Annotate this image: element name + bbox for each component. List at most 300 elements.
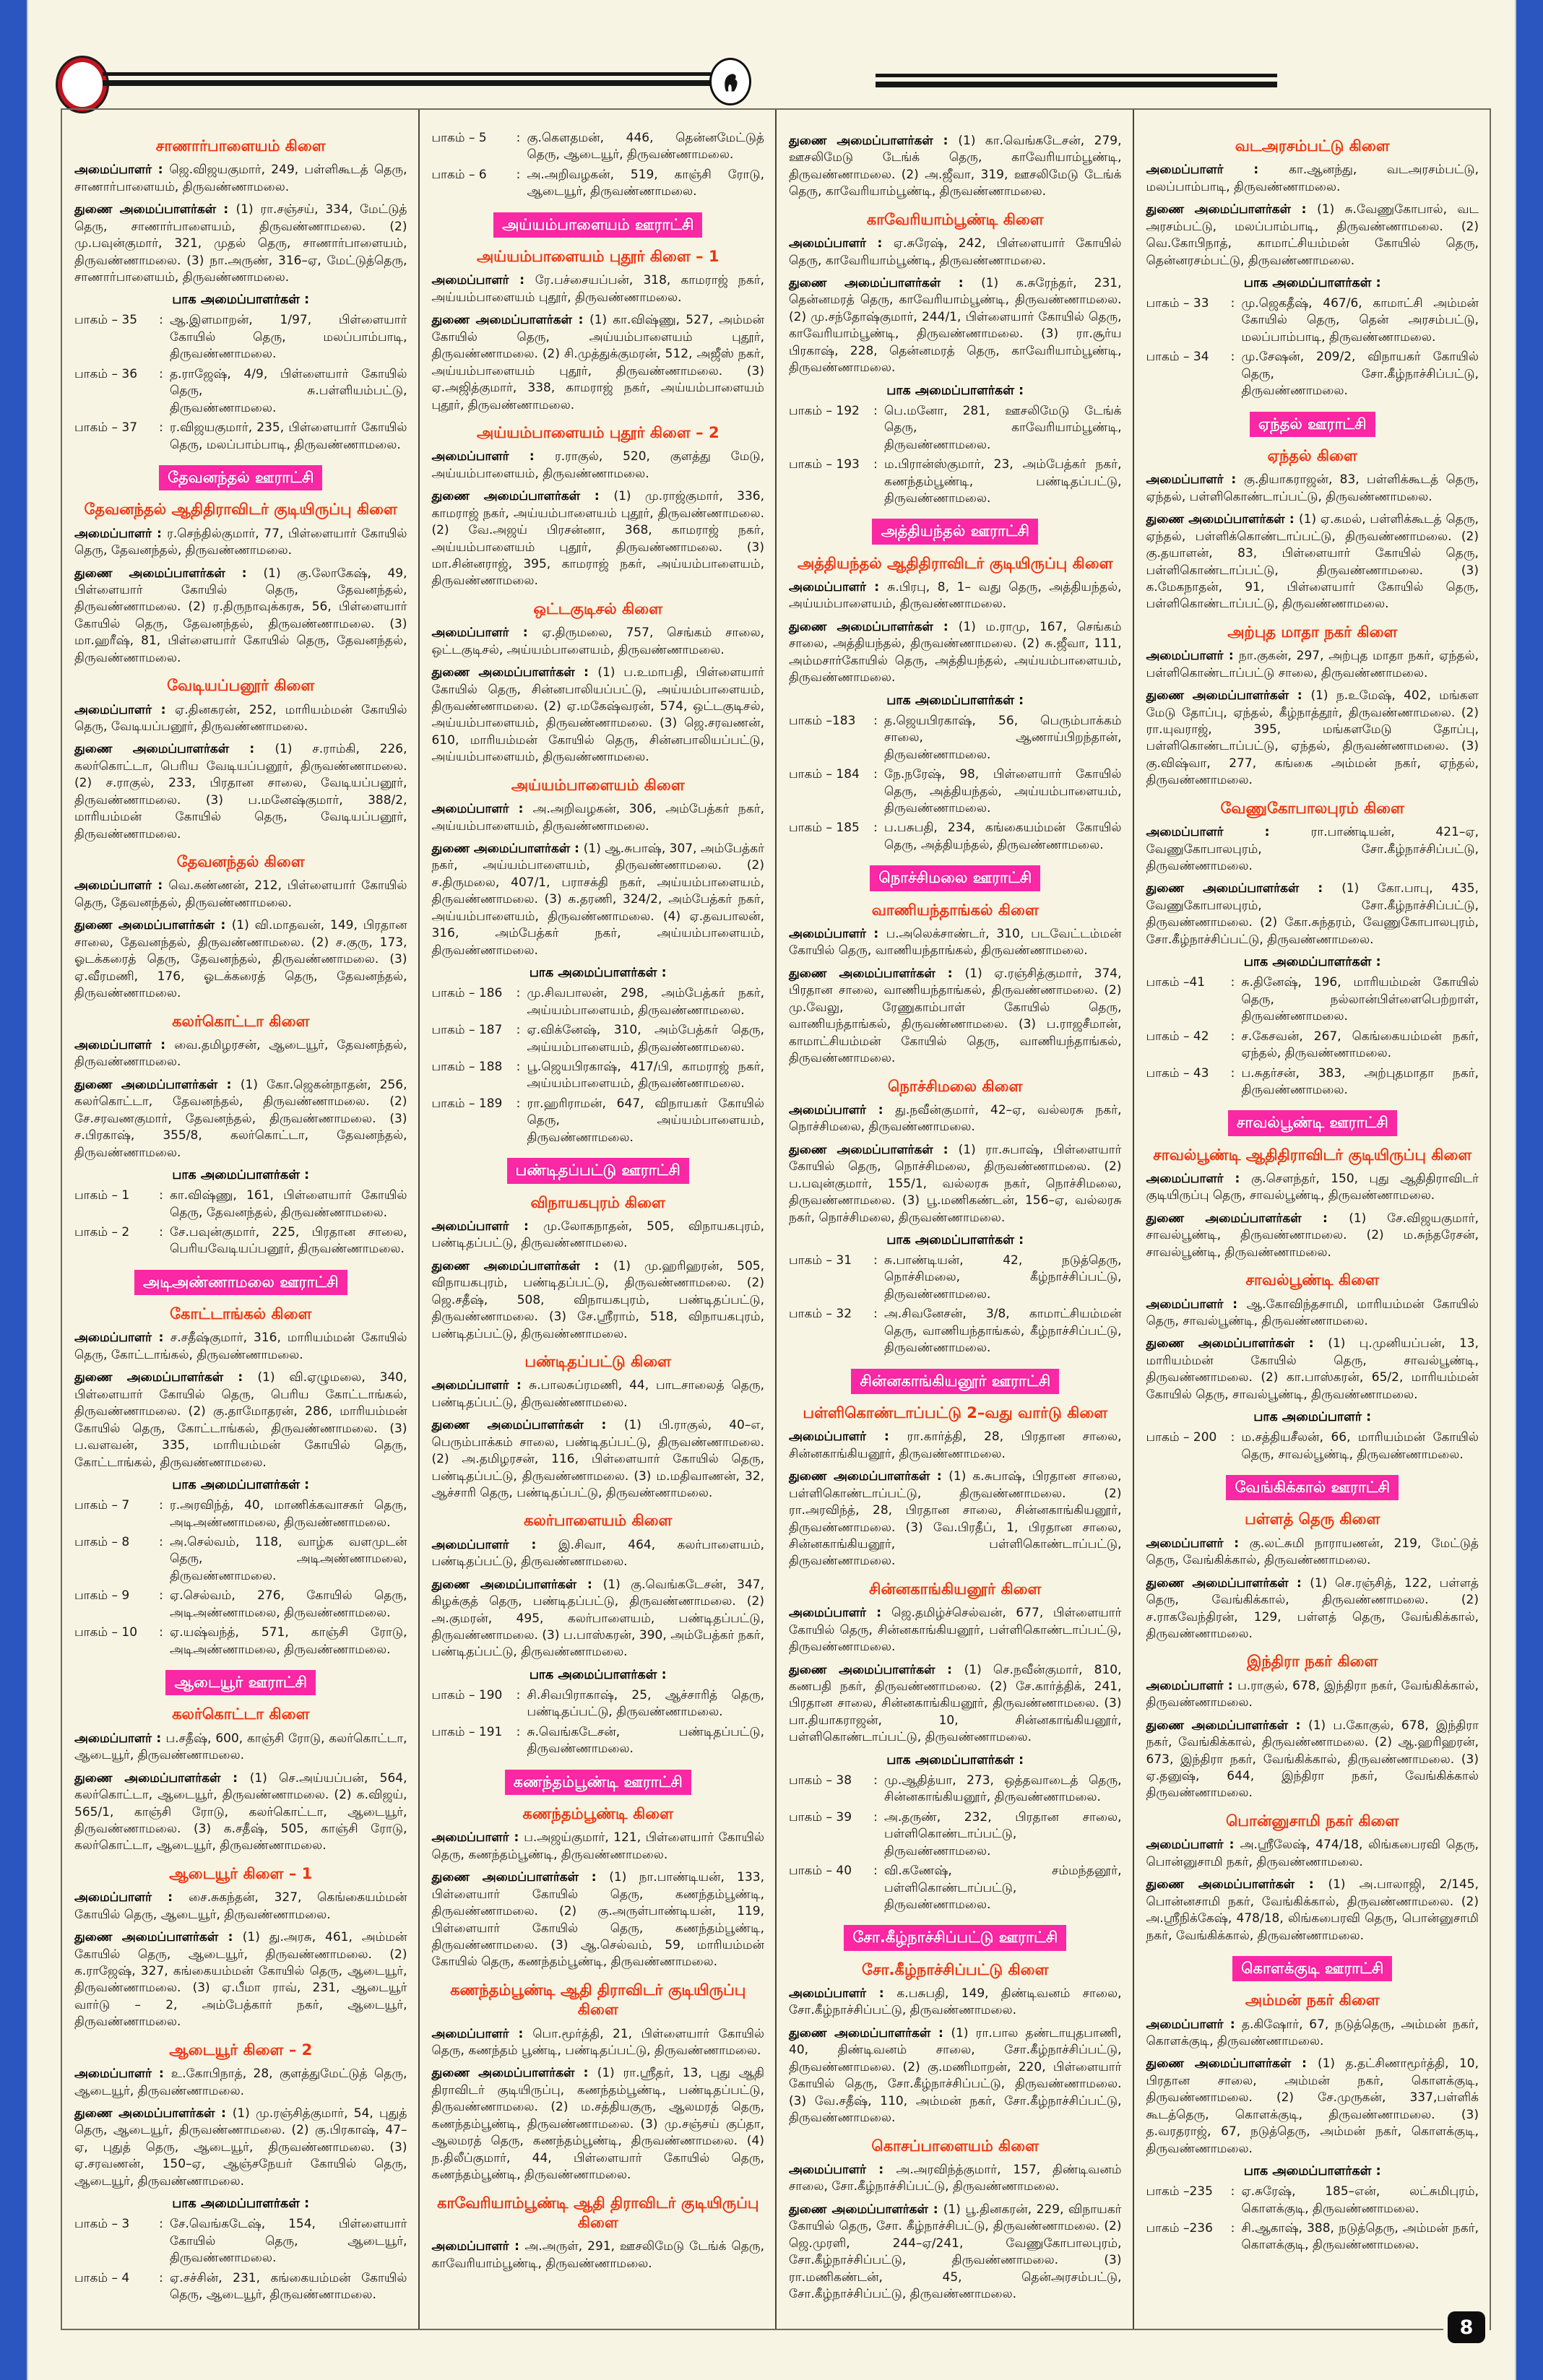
paragraph-label: துணை அமைப்பாளர்கள் : — [1146, 881, 1342, 896]
paragraph-text: (1) ஏ.கமல், பள்ளிக்கூடத் தெரு, ஏந்தல், பள்ளிக்கொண்டாப்பட்டு, திருவண்ணாமலை. (2) கு.தயாளன், 83, பிள்ளையார் கோயில் தெரு, பள்ளிகொண்டாப்பட்டு, திருவண்ணாமலை. (3) க.மேகநாதன், 91, பிள்ளையார் கோயில் தெரு, பள்ளிகொண்டாப்பட்டு, திருவண்ணாமலை. — [1146, 512, 1479, 612]
section-banner — [1146, 1110, 1479, 1135]
part-row — [432, 130, 765, 164]
panchayat-banner-label: தேவனந்தல் ஊராட்சி — [159, 465, 322, 490]
part-organizers-subhead: பாக அமைப்பாளர்கள் : — [529, 966, 667, 981]
paragraph-text: (1) மு.ராஜ்குமார், 336, காமராஜ் நகர், அய்யம்பாளையம் புதூர், திருவண்ணாமலை. (2) வே.அஜய் பிரசன்னா, 368, காமராஜ் நகர், அய்யம்பாளையம் புதூர், திருவண்ணாமலை. (3) மா.சின்னராஜ், 395, காமராஜ் நகர், அய்யம்பாளையம், திருவண்ணாமலை. — [431, 489, 764, 589]
branch-section-header: வேடியப்பனூர் கிளை — [167, 677, 315, 695]
paragraph-label: அமைப்பாளர் : — [789, 1429, 907, 1445]
part-text: ச.கேசவன், 267, கெங்கையம்மன் நகர், ஏந்தல், திருவண்ணாமலை. — [1241, 1029, 1479, 1061]
panchayat-banner-label: பண்டிதப்பட்டு ஊராட்சி — [507, 1158, 689, 1183]
paragraph-text: (1) க.சுரேந்தர், 231, தென்னமரத் தெரு, காவேரியாம்பூண்டி, திருவண்ணாமலை. (2) மு.சந்தோஷ்குமார், 244/1, பிள்ளையார் கோயில் தெரு, காவேரியாம்பூண்டி, திருவண்ணாமலை. (3) ரா.சூர்ய பிரகாஷ், 228, தென்னமரத் தெரு, காவேரியாம்பூண்டி, திருவண்ணாமலை. — [789, 276, 1122, 376]
organizer-paragraph — [789, 1986, 1122, 2020]
elephant-glyph — [719, 68, 741, 95]
part-number: பாகம் –183 — [789, 713, 856, 728]
part-organizers-subhead: பாக அமைப்பாளர்கள் : — [172, 1478, 310, 1493]
paragraph-text: (1) ப.உமாபதி, பிள்ளையார் கோயில் தெரு, சின்னபாலியப்பட்டு, அய்யம்பாளையம், திருவண்ணாமலை. (2) ஏ.மகேஷ்வரன், 574, ஒட்டகுடிசல், அய்யம்பாளையம், திருவண்ணாமலை. (3) ஜெ.சரவணன், 610, மாரியம்மன் கோயில் தெரு, சின்னபாலியப்பட்டு, அய்யம்பாளையம், திருவண்ணாமலை. — [431, 665, 764, 765]
part-number: பாகம் – 42 — [1146, 1029, 1209, 1044]
paragraph-text: (1) நா.பாண்டியன், 133, பிள்ளையார் கோயில் தெரு, கணந்தம்பூண்டி, திருவண்ணாமலை. (2) கு.அருள்பாண்டியன், 119, பிள்ளையார் கோயில் தெரு, கணந்தம்பூண்டி, திருவண்ணாமலை. (3) ஆ.செல்வம், 59, மாரியம்மன் கோயில் தெரு, கணந்தம்பூண்டி, திருவண்ணாமலை. — [431, 1870, 765, 1970]
part-number: பாகம் – 39 — [789, 1809, 852, 1825]
part-colon: : — [159, 1188, 163, 1203]
deputy-organizers-paragraph — [74, 1369, 407, 1471]
branch-section-header: தேவனந்தல் ஆதிதிராவிடர் குடியிருப்பு கிளை — [84, 501, 397, 519]
organizer-paragraph — [74, 526, 407, 560]
part-row — [432, 1059, 765, 1093]
part-number: பாகம் – 189 — [431, 1096, 503, 1111]
branch-section-header: சாணார்பாளையம் கிளை — [155, 137, 326, 155]
deputy-organizers-paragraph — [1146, 1575, 1479, 1643]
part-row — [1146, 974, 1479, 1025]
organizer-paragraph — [74, 162, 407, 196]
organizer-paragraph — [432, 1377, 765, 1411]
paragraph-label: துணை அமைப்பாளர்கள் : — [1146, 1211, 1349, 1226]
paragraph-label: அமைப்பாளர் : — [1146, 163, 1289, 178]
part-text: ஏ.விக்னேஷ், 310, அம்பேத்கர் தெரு, அய்யம்பாளையம், திருவண்ணாமலை. — [527, 1023, 764, 1055]
part-text: அ.தருண், 232, பிரதான சாலை, பள்ளிகொண்டாப்பட்டு, திருவண்ணாமலை. — [884, 1809, 1122, 1858]
paragraph-text: (1) ஆ.சுபாஷ், 307, அம்பேத்கர் நகர், அய்யம்பாளையம், திருவண்ணாமலை. (2) ச.திருமலை, 407/1, பராசக்தி நகர், அய்யம்பாளையம், திருவண்ணாமலை. (3) க.தரணி, 324/2, அம்பேத்கர் நகர், அய்யம்பாளையம், திருவண்ணாமலை. (4) ஏ.தவபாலன், 316, அம்பேத்கர் நகர், அய்யம்பாளையம், திருவண்ணாமலை. — [431, 841, 765, 958]
branch-section-header: வடஅரசம்பட்டு கிளை — [1235, 137, 1390, 155]
organizer-paragraph — [432, 801, 765, 835]
paragraph-text: கு.லட்சுமி நாராயணன், 219, மேட்டுத் தெரு, வேங்கிக்கால், திருவண்ணாமலை. — [1146, 1536, 1479, 1568]
paragraph-text: ப.ராகுல், 678, இந்திரா நகர், வேங்கிக்கால், திருவண்ணாமலை. — [1146, 1678, 1479, 1710]
paragraph-text: அ.அரவிந்த்குமார், 157, திண்டிவனம் சாலை, சோ.கீழ்நாச்சிப்பட்டு, திருவண்ணாமலை. — [789, 2162, 1122, 2194]
part-organizers-subhead: பாக அமைப்பாளர்கள் : — [1243, 955, 1381, 970]
paragraph-text: (1) ரா.சுபாஷ், பிள்ளையார் கோயில் தெரு, நொச்சிமலை, திருவண்ணாமலை. (2) ப.பவுன்குமார், 155/1, வல்லரசு நகர், நொச்சிமலை, திருவண்ணாமலை. (3) பூ.மணிகண்டன், 156–ஏ, வல்லரசு நகர், நொச்சிமலை, திருவண்ணாமலை. — [789, 1142, 1122, 1225]
panchayat-banner-label: சோ.கீழ்நாச்சிப்பட்டு ஊராட்சி — [844, 1925, 1066, 1950]
organizer-paragraph — [789, 579, 1122, 613]
deputy-organizers-paragraph — [789, 1468, 1122, 1570]
part-text: த.ராஜேஷ், 4/9, பிள்ளையார் கோயில் தெரு, சு.பள்ளியம்பட்டு, திருவண்ணாமலை. — [170, 366, 407, 415]
part-number: பாகம் – 190 — [431, 1687, 503, 1702]
organizer-paragraph — [1146, 1678, 1479, 1712]
part-colon: : — [159, 313, 163, 328]
paragraph-text: (1) ஏ.ரஞ்சித்குமார், 374, பிரதான சாலை, வாணியந்தாங்கல், திருவண்ணாமலை. (2) மு.வேலு, ரேணுகாம்பாள் கோயில் தெரு, வாணியந்தாங்கல், திருவண்ணாமலை. (3) ப.ராஜசீமான், காமாட்சியம்மன் கோயில் தெரு, வாணியந்தாங்கல், திருவண்ணாமலை. — [789, 966, 1122, 1066]
part-colon: : — [873, 1307, 878, 1322]
paragraph-label: துணை அமைப்பாளர்கள் : — [1146, 688, 1311, 704]
paragraph-label: அமைப்பாளர் : — [74, 1731, 166, 1746]
part-text: ப.பசுபதி, 234, கங்கையம்மன் கோயில் தெரு, அத்தியந்தல், திருவண்ணாமலை. — [884, 821, 1122, 852]
paragraph-text: (1) கோ.ஜெகன்நாதன், 256, கலர்கொட்டா, தேவனந்தல், திருவண்ணாமலை. (2) சே.சரவணகுமார், தேவனந்தல், திருவண்ணாமலை. (3) ச.பிரகாஷ், 355/8, கலர்கொட்டா, தேவனந்தல், திருவண்ணாமலை. — [74, 1077, 407, 1160]
paragraph-text: வை.தமிழரசன், ஆடையூர், தேவனந்தல், திருவண்ணாமலை. — [74, 1037, 407, 1070]
paragraph-label: துணை அமைப்பாளர்கள் : — [789, 1469, 949, 1484]
part-colon: : — [159, 366, 163, 381]
panchayat-banner-label: அத்தியந்தல் ஊராட்சி — [872, 519, 1038, 544]
part-number: பாகம் – 5 — [431, 131, 487, 145]
branch-section-header: கொசப்பாளையம் கிளை — [871, 2137, 1040, 2155]
deputy-organizers-paragraph — [74, 741, 407, 843]
paragraph-label: துணை அமைப்பாளர்கள் : — [789, 134, 959, 148]
paragraph-text: (1) கா.விஷ்ணு, 527, அம்மன் கோயில் தெரு, அய்யம்பாளையம் புதூர், திருவண்ணாமலை. (2) சி.முத்துக்குமரன், 512, அஜீஸ் நகர், அய்யம்பாளையம் புதூர், திருவண்ணாமலை. (3) ஏ.அஜித்குமார், 338, காமராஜ் நகர், அய்யம்பாளையம் புதூர், திருவண்ணாமலை. — [431, 313, 764, 412]
section-banner — [1146, 412, 1479, 437]
deputy-organizers-paragraph — [1146, 1336, 1479, 1403]
paragraph-text: ஆ.கோவிந்தசாமி, மாரியம்மன் கோயில் தெரு, சாவல்பூண்டி, திருவண்ணாமலை. — [1146, 1297, 1479, 1329]
part-number: பாகம் – 200 — [1146, 1430, 1217, 1445]
paragraph-label: துணை அமைப்பாளர்கள் : — [431, 1577, 603, 1592]
branch-section-header: ஏந்தல் கிளை — [1267, 446, 1357, 464]
part-colon: : — [873, 821, 878, 836]
paragraph-label: அமைப்பாளர் : — [789, 236, 894, 251]
paragraph-label: துணை அமைப்பாளர்கள் : — [74, 566, 264, 581]
branch-section-header: பள்ளத் தெரு கிளை — [1245, 1510, 1380, 1528]
part-organizers-subhead: பாக அமைப்பாளர்கள் : — [886, 1752, 1024, 1767]
organizer-paragraph — [1146, 1297, 1479, 1330]
part-row — [789, 1809, 1122, 1860]
paragraph-label: துணை அமைப்பாளர்கள் : — [789, 276, 982, 291]
paragraph-text: (1) வி.ஏழுமலை, 340, பிள்ளையார் கோயில் தெரு, பெரிய கோட்டாங்கல், திருவண்ணாமலை. (2) கு.தாமோதரன், 286, மாரியம்மன் கோயில் தெரு, கோட்டாங்கல், திருவண்ணாமலை. (3) ப.வளவன், 335, மாரியம்மன் கோயில் தெரு, கோட்டாங்கல், திருவண்ணாமலை. — [74, 1370, 407, 1470]
part-number: பாகம் – 1 — [74, 1188, 130, 1203]
paragraph-label: அமைப்பாளர் : — [1146, 649, 1239, 664]
organizer-paragraph — [74, 1037, 407, 1071]
part-text: பெ.மனோ, 281, ஊசலிமேடு டேங்க் தெரு, காவேரியாம்பூண்டி, திருவண்ணாமலை. — [884, 403, 1122, 452]
part-text: அ.சிவனேசன், 3/8, காமாட்சியம்மன் தெரு, வாணியந்தாங்கல், கீழ்நாச்சிப்பட்டு, திருவண்ணாமலை. — [884, 1307, 1122, 1356]
part-row — [74, 1624, 407, 1658]
part-colon: : — [1230, 1029, 1235, 1044]
paragraph-text: (1) ப.கோகுல், 678, இந்திரா நகர், வேங்கிக்கால், திருவண்ணாமலை. (2) ஆ.ஹரிஹரன், 673, இந்திரா நகர், வேங்கிக்கால், திருவண்ணாமலை. (3) ஏ.தனுஷ், 644, இந்திரா நகர், வேங்கிக்கால் திருவண்ணாமலை. — [1146, 1718, 1479, 1801]
deputy-organizers-paragraph — [74, 202, 407, 286]
organizer-paragraph — [1146, 824, 1479, 875]
organizer-paragraph — [1146, 1536, 1479, 1570]
branch-section-header: விநாயகபுரம் கிளை — [530, 1193, 665, 1211]
panchayat-banner-label: வேங்கிக்கால் ஊராட்சி — [1226, 1475, 1399, 1500]
organizer-paragraph — [74, 1330, 407, 1364]
paragraph-label: அமைப்பாளர் : — [789, 1102, 896, 1117]
part-number: பாகம் – 191 — [431, 1724, 503, 1739]
part-organizers-subhead: பாக அமைப்பாளர்கள் : — [172, 1168, 310, 1183]
part-colon: : — [1230, 2221, 1235, 2236]
paragraph-label: துணை அமைப்பாளர்கள் : — [1146, 1877, 1328, 1892]
paragraph-text: (1) அ.பாலாஜி, 2/145, பொன்னசாமி நகர், வேங்கிக்கால், திருவண்ணாமலை. (2) அ.ஸ்ரீநிக்கேஷ், 478/18, லிங்கபைரவி தெரு, பொன்னுசாமி நகர், வேங்கிக்கால், திருவண்ணாமலை. — [1146, 1877, 1479, 1943]
part-colon: : — [159, 1535, 163, 1550]
deputy-organizers-paragraph — [432, 1577, 765, 1661]
deputy-organizers-paragraph — [74, 1929, 407, 2031]
paragraph-text: அ.அருள், 291, ஊசலிமேடு டேங்க் தெரு, காவேரியாம்பூண்டி, திருவண்ணாமலை. — [431, 2239, 764, 2271]
masthead-ring-ornament — [58, 58, 107, 111]
part-colon: : — [159, 2270, 163, 2285]
part-number: பாகம் –235 — [1146, 2184, 1213, 2199]
part-number: பாகம் – 35 — [74, 313, 138, 328]
part-text: மு.ஜெகதீஷ், 467/6, காமாட்சி அம்மன் கோயில் தெரு, தென் அரசம்பட்டு, மலப்பாம்பாடி, திருவண்ணாமலை. — [1241, 296, 1479, 345]
organizer-paragraph — [74, 702, 407, 736]
part-text: ஏ.யஷ்வந்த், 571, காஞ்சி ரோடு, அடிஅண்ணாமலை, திருவண்ணாமலை. — [170, 1625, 407, 1657]
part-colon: : — [516, 1724, 521, 1739]
part-colon: : — [159, 1625, 163, 1640]
paragraph-text: சு.பாலசுப்ரமணி, 44, பாடசாலைத் தெரு, பண்டிதப்பட்டு, திருவண்ணாமலை. — [431, 1378, 764, 1410]
branch-section-header: அத்தியந்தல் ஆதிதிராவிடர் குடியிருப்பு கிளை — [797, 554, 1113, 572]
paragraph-text: (1) மு.ரஞ்சித்குமார், 54, புதுத் தெரு, ஆடையூர், திருவண்ணாமலை. (2) கு.பிரகாஷ், 47–ஏ, புதுத் தெரு, ஆடையூர், திருவண்ணாமலை. (3) ஏ.சரவணன், 150–ஏ, ஆஞ்சநேயர் கோயில் தெரு, ஆடையூர், திருவண்ணாமலை. — [74, 2106, 407, 2189]
panchayat-banner-label: நொச்சிமலை ஊராட்சி — [870, 865, 1040, 891]
deputy-organizers-paragraph — [789, 1142, 1122, 1226]
branch-section-header: இந்திரா நகர் கிளை — [1247, 1653, 1378, 1671]
organizer-paragraph — [432, 1219, 765, 1252]
part-text: மு.சேஷன், 209/2, விநாயகர் கோயில் தெரு, சோ.கீழ்நாச்சிப்பட்டு, திருவண்ணாமலை. — [1241, 350, 1479, 399]
paragraph-label: துணை அமைப்பாளர்கள் : — [1146, 202, 1318, 217]
part-text: ர.விஜயகுமார், 235, பிள்ளையார் கோயில் தெரு, மலப்பாம்பாடி, திருவண்ணாமலை. — [170, 420, 407, 452]
paragraph-text: வெ.கண்ணன், 212, பிள்ளையார் கோயில் தெரு, தேவனந்தல், திருவண்ணாமலை. — [74, 878, 407, 910]
paragraph-text: (1) து.அரசு, 461, அம்மன் கோயில் தெரு, ஆடையூர், திருவண்ணாமலை. (2) க.ராஜேஷ், 327, கங்கையம்மன் கோயில் தெரு, ஆடையூர், திருவண்ணாமலை. (3) ஏ.பீமா ராவ், 231, ஆடையூர் வார்டு – 2, அம்பேத்கார் நகர், ஆடையூர், திருவண்ணாமலை. — [74, 1930, 407, 2030]
organizer-paragraph — [1146, 2017, 1479, 2051]
deputy-organizers-paragraph — [432, 1869, 765, 1971]
paragraph-text: (1) கு.வெங்கடேசன், 347, கிழக்குத் தெரு, பண்டிதப்பட்டு, திருவண்ணாமலை. (2) அ.குமரன், 495, கலர்பாளையம், பண்டிதப்பட்டு, திருவண்ணாமலை. (3) ப.பாஸ்கரன், 390, அம்பேத்கர் நகர், பண்டிதப்பட்டு, திருவண்ணாமலை. — [431, 1577, 764, 1660]
branch-section-header: வேணுகோபாலபுரம் கிளை — [1220, 799, 1405, 817]
part-text: மு.ஆதித்யா, 273, ஒத்தவாடைத் தெரு, சின்னகாங்கியனூர், திருவண்ணாமலை. — [884, 1773, 1122, 1805]
paragraph-text: (1) செ.அய்யப்பன், 564, கலர்கொட்டா, ஆடையூர், திருவண்ணாமலை. (2) க.விஜய், 565/1, காஞ்சி ரோடு, கலர்கொட்டா, ஆடையூர், திருவண்ணாமலை. (3) க.சதீஷ், 505, காஞ்சி ரோடு, கலர்கொட்டா, ஆடையூர், திருவண்ணாமலை. — [74, 1770, 407, 1853]
deputy-organizers-paragraph — [74, 2106, 407, 2190]
part-row — [74, 1224, 407, 1258]
paragraph-label: அமைப்பாளர் : — [431, 2239, 525, 2254]
paragraph-label: அமைப்பாளர் : — [431, 626, 543, 641]
paragraph-label: அமைப்பாளர் : — [74, 1330, 170, 1346]
part-number: பாகம் – 34 — [1146, 350, 1209, 365]
paragraph-label: அமைப்பாளர் : — [1146, 1297, 1247, 1312]
branch-section-header: ஆடையூர் கிளை – 2 — [169, 2041, 313, 2059]
part-row — [1146, 2184, 1479, 2217]
part-row — [789, 766, 1122, 817]
part-row — [1146, 295, 1479, 346]
organizer-paragraph — [432, 2026, 765, 2060]
paragraph-label: துணை அமைப்பாளர்கள் : — [74, 918, 232, 933]
paragraph-text: (1) கோ.பாபு, 435, வேணுகோபாலபுரம், சோ.கீழ்நாச்சிப்பட்டு, திருவண்ணாமலை. (2) கோ.சுந்தரம், வேணுகோபாலபுரம், சோ.கீழ்நாச்சிப்பட்டு, திருவண்ணாமலை. — [1146, 881, 1479, 947]
part-row — [432, 985, 765, 1019]
part-colon: : — [516, 1687, 521, 1702]
deputy-organizers-paragraph — [74, 917, 407, 1002]
deputy-organizers-paragraph — [789, 275, 1122, 377]
deputy-organizers-paragraph — [789, 1662, 1122, 1747]
paragraph-label: அமைப்பாளர் : — [789, 926, 886, 941]
paragraph-label: அமைப்பாளர் : — [431, 1830, 524, 1845]
organizer-paragraph — [74, 1890, 407, 1924]
directory-content-box — [61, 108, 1491, 2330]
paragraph-text: ஏ.திருமலை, 757, செங்கம் சாலை, ஒட்டகுடிசல், அய்யம்பாளையம், திருவண்ணாமலை. — [431, 626, 764, 657]
paragraph-label: துணை அமைப்பாளர்கள் : — [789, 2202, 943, 2217]
deputy-organizers-paragraph — [1146, 2056, 1479, 2158]
organizer-paragraph — [432, 625, 765, 659]
deputy-organizers-paragraph — [1146, 202, 1479, 269]
panchayat-banner-label: ஏந்தல் ஊராட்சி — [1250, 412, 1375, 437]
organizer-paragraph — [789, 1429, 1122, 1463]
part-row — [74, 1497, 407, 1531]
page-number-badge — [1448, 2311, 1485, 2343]
part-number: பாகம் – 3 — [74, 2217, 130, 2232]
part-colon: : — [159, 420, 163, 436]
organizer-paragraph — [1146, 1171, 1479, 1205]
part-number: பாகம் – 37 — [74, 420, 138, 436]
organizer-paragraph — [789, 2162, 1122, 2196]
section-banner — [74, 465, 407, 490]
organizer-paragraph — [432, 1537, 765, 1571]
deputy-organizers-paragraph — [432, 312, 765, 414]
paragraph-text: (1) செ.ரஞ்சித், 122, பள்ளத் தெரு, வேங்கிக்கால், திருவண்ணாமலை. (2) ச.ராகவேந்திரன், 129, பள்ளத் தெரு, வேங்கிக்கால், திருவண்ணாமலை. — [1146, 1575, 1479, 1642]
section-banner — [789, 1925, 1122, 1950]
section-banner — [1146, 1475, 1479, 1500]
paragraph-text: நா.குகன், 297, அற்புத மாதா நகர், ஏந்தல், பள்ளிகொண்டாப்பட்டு சாலை, திருவண்ணாமலை. — [1146, 649, 1479, 680]
panchayat-banner-label: கொளக்குடி ஊராட்சி — [1232, 1956, 1392, 1981]
part-colon: : — [516, 131, 521, 145]
paragraph-text: உ.கோபிநாத், 28, குளத்துமேட்டுத் தெரு, ஆடையூர், திருவண்ணாமலை. — [74, 2067, 407, 2098]
paragraph-label: அமைப்பாளர் : — [1146, 1678, 1238, 1693]
branch-section-header: பொன்னுசாமி நகர் கிளை — [1226, 1812, 1399, 1830]
organizer-paragraph — [789, 926, 1122, 960]
section-banner — [74, 1670, 407, 1695]
part-number: பாகம் – 32 — [789, 1307, 852, 1322]
paragraph-text: அ.அறிவழகன், 306, அம்பேத்கர் நகர், அய்யம்பாளையம், திருவண்ணாமலை. — [431, 802, 764, 834]
paragraph-text: சை.சுகந்தன், 327, கெங்கையம்மன் கோயில் தெரு, ஆடையூர், திருவண்ணாமலை. — [74, 1890, 407, 1922]
organizer-paragraph — [432, 449, 765, 483]
paragraph-label: அமைப்பாளர் : — [74, 1037, 175, 1052]
branch-section-header: சாவல்பூண்டி ஆதிதிராவிடர் குடியிருப்பு கிளை — [1153, 1146, 1472, 1164]
part-number: பாகம் – 6 — [431, 167, 487, 182]
paragraph-text: கு.சௌந்தர், 150, புது ஆதிதிராவிடர் குடியிருப்பு தெரு, சாவல்பூண்டி, திருவண்ணாமலை. — [1146, 1172, 1479, 1203]
part-number: பாகம் –41 — [1146, 975, 1206, 990]
deputy-organizers-paragraph — [432, 1258, 765, 1343]
branch-section-header: அம்மன் நகர் கிளை — [1245, 1991, 1380, 2009]
paragraph-label: துணை அமைப்பாளர்கள் : — [74, 742, 275, 757]
deputy-organizers-paragraph — [74, 566, 407, 667]
part-colon: : — [1230, 296, 1235, 311]
paragraph-label: துணை அமைப்பாளர்கள் : — [431, 1870, 610, 1885]
branch-section-header: சோ.கீழ்நாச்சிப்பட்டு கிளை — [862, 1960, 1049, 1978]
organizer-paragraph — [789, 1605, 1122, 1656]
part-colon: : — [516, 1023, 521, 1038]
part-row — [432, 1687, 765, 1721]
part-number: பாகம் – 188 — [431, 1060, 503, 1075]
part-colon: : — [873, 1773, 878, 1788]
paragraph-text: (1) சே.விஜயகுமார், சாவல்பூண்டி, திருவண்ணாமலை. (2) ம.சுந்தரேசன், சாவல்பூண்டி, திருவண்ணாமலை. — [1146, 1211, 1479, 1260]
part-number: பாகம் – 192 — [789, 403, 860, 418]
part-row — [74, 1534, 407, 1585]
paragraph-text: (1) பூ.தினகரன், 229, விநாயகர் கோயில் தெரு, சோ. கீழ்நாச்சிபட்டு, திருவண்ணாமலை. (2) ஜெ.முரளி, 244–ஏ/241, வேணுகோபாலபுரம், சோ.கீழ்நாச்சிப்பட்டு, திருவண்ணாமலை. (3) ரா.மணிகண்டன், 45, தென்அரசம்பட்டு, சோ.கீழ்நாச்சிப்பட்டு, திருவண்ணாமலை. — [789, 2202, 1122, 2302]
part-text: மு.சிவபாலன், 298, அம்பேத்கர் நகர், அய்யம்பாளையம், திருவண்ணாமலை. — [527, 986, 764, 1018]
paragraph-text: (1) சு.வேணுகோபால், வட அரசம்பட்டு, மலப்பாம்பாடி, திருவண்ணாமலை. (2) வெ.கோபிநாத், காமாட்சியம்மன் கோயில் தெரு, தென்னரசம்பட்டு, திருவண்ணாமலை. — [1146, 202, 1479, 268]
party-emblem-icon — [709, 58, 751, 105]
part-text: ஏ.சுரேஷ், 185–என், லட்சுமிபுரம், கொளக்குடி, திருவண்ணாமலை. — [1241, 2184, 1479, 2216]
part-organizers-subhead: பாக அமைப்பாளர்கள் : — [172, 2197, 310, 2212]
organizer-paragraph — [432, 2238, 765, 2272]
part-number: பாகம் – 9 — [74, 1588, 130, 1604]
paragraph-label: அமைப்பாளர் : — [74, 526, 168, 541]
part-text: ஆ.இளமாறன், 1/97, பிள்ளையார் கோயில் தெரு, மலப்பாம்பாடி, திருவண்ணாமலை. — [170, 313, 407, 362]
part-row — [1146, 349, 1479, 399]
paragraph-label: துணை அமைப்பாளர்கள் : — [431, 2066, 597, 2081]
branch-section-header: கலர்கொட்டா கிளை — [172, 1705, 310, 1723]
part-text: பூ.ஜெயபிரகாஷ், 417/பி, காமராஜ் நகர், அய்யம்பாளையம், திருவண்ணாமலை. — [527, 1060, 764, 1091]
paragraph-text: (1) ம.ராமு, 167, செங்கம் சாலை, அத்தியந்தல், திருவண்ணாமலை. (2) சு.ஜீவா, 111, அம்மசார்கோயில் தெரு, அத்தியந்தல், அய்யம்பாளையம், திருவண்ணாமலை. — [789, 619, 1122, 685]
paragraph-text: (1) ரா.சஞ்சய், 334, மேட்டுத் தெரு, சாணார்பாளையம், திருவண்ணாமலை. (2) மு.பவுன்குமார், 321, முதல் தெரு, சாணார்பாளையம், திருவண்ணாமலை. (3) நா.அருண், 316–ஏ, மேட்டுத்தெரு, சாணார்பாளையம், திருவண்ணாமலை. — [74, 202, 407, 285]
paragraph-text: து.நவீன்குமார், 42–ஏ, வல்லரசு நகர், நொச்சிமலை, திருவண்ணாமலை. — [789, 1102, 1122, 1135]
paragraph-label: துணை அமைப்பாளர்கள் : — [1146, 1718, 1309, 1733]
part-text: ர.அரவிந்த், 40, மாணிக்கவாசகர் தெரு, அடிஅண்ணாமலை, திருவண்ணாமலை. — [170, 1498, 407, 1530]
paragraph-text: (1) த.தட்சிணாமூர்த்தி, 10, பிரதான சாலை, அம்மன் நகர், கொளக்குடி, திருவண்ணாமலை. (2) சே.முருகன், 337,பள்ளிக் கூடத்தெரு, கொளக்குடி, திருவண்ணாமலை. (3) த.வரதராஜ், 67, நடுத்தெரு, அம்மன் நகர், கொளக்குடி, திருவண்ணாமலை. — [1146, 2056, 1479, 2156]
branch-section-header: அய்யம்பாளையம் புதூர் கிளை – 1 — [476, 248, 719, 266]
panchayat-banner-label: சின்னகாங்கியனூர் ஊராட்சி — [851, 1369, 1059, 1394]
part-text: சு.பாண்டியன், 42, நடுத்தெரு, நொச்சிமலை, கீழ்நாச்சிப்பட்டு, திருவண்ணாமலை. — [884, 1252, 1122, 1302]
part-number: பாகம் – 7 — [74, 1498, 130, 1513]
part-row — [1146, 1029, 1479, 1063]
paragraph-text: (1) வி.மாதவன், 149, பிரதான சாலை, தேவனந்தல், திருவண்ணாமலை. (2) ச.குரு, 173, ஓடக்கரைத் தெரு, தேவனந்தல், திருவண்ணாமலை. (3) ஏ.வீரமணி, 176, ஓடக்கரைத் தெரு, தேவனந்தல், திருவண்ணாமலை. — [74, 918, 407, 1001]
part-number: பாகம் – 40 — [789, 1864, 852, 1879]
right-blue-border-bar — [1515, 0, 1543, 2380]
part-colon: : — [159, 1588, 163, 1604]
organizer-paragraph — [1146, 648, 1479, 682]
paragraph-label: அமைப்பாளர் : — [431, 273, 535, 288]
part-text: ம.சத்தியசீலன், 66, மாரியம்மன் கோயில் தெரு, சாவல்பூண்டி, திருவண்ணாமலை. — [1241, 1430, 1479, 1462]
part-organizers-subhead: பாக அமைப்பாளர்கள் : — [529, 1667, 667, 1682]
part-colon: : — [516, 1060, 521, 1075]
masthead-rule-left — [103, 72, 711, 86]
deputy-organizers-paragraph — [1146, 1211, 1479, 1261]
paragraph-text: பொ.மூர்த்தி, 21, பிள்ளையார் கோயில் தெரு, கணந்தம் பூண்டி, பண்டிதப்பட்டு, திருவண்ணாமலை. — [431, 2026, 764, 2058]
part-row — [432, 1724, 765, 1758]
paragraph-label: துணை அமைப்பாளர்கள் : — [1146, 2056, 1318, 2072]
part-colon: : — [516, 1096, 521, 1111]
branch-section-header: அய்யம்பாளையம் கிளை — [511, 776, 685, 794]
section-banner — [432, 1158, 765, 1183]
paragraph-label: துணை அமைப்பாளர்கள் : — [789, 619, 959, 634]
part-text: அ.செல்வம், 118, வாழ்க வளமுடன் தெரு, அடிஅண்ணாமலை, திருவண்ணாமலை. — [170, 1535, 407, 1583]
deputy-organizers-paragraph — [1146, 1718, 1479, 1802]
paragraph-label: அமைப்பாளர் : — [1146, 1536, 1250, 1551]
part-organizers-subhead: பாக அமைப்பாளர்கள் : — [172, 293, 310, 308]
part-colon: : — [159, 1225, 163, 1240]
part-row — [1146, 1429, 1479, 1463]
part-text: சு.வெங்கடேசன், பண்டிதப்பட்டு, திருவண்ணாமலை. — [527, 1724, 764, 1757]
part-row — [789, 820, 1122, 854]
part-number: பாகம் – 187 — [431, 1023, 503, 1038]
part-organizers-subhead: பாக அமைப்பாளர்கள் : — [886, 693, 1024, 708]
paragraph-label: துணை அமைப்பாளர்கள் : — [74, 1077, 241, 1092]
part-text: ம.பிரான்ஸ்குமார், 23, அம்பேத்கர் நகர், கணந்தம்பூண்டி, பண்டிதப்பட்டு, திருவண்ணாமலை. — [884, 457, 1122, 506]
deputy-organizers-paragraph — [432, 841, 765, 959]
part-organizers-subhead: பாக அமைப்பாளர்கள் : — [1243, 276, 1381, 291]
section-banner — [432, 212, 765, 238]
paragraph-text: கா.ஆனந்து, வடஅரசம்பட்டு, மலப்பாம்பாடி, திருவண்ணாமலை. — [1146, 163, 1479, 194]
section-banner — [789, 1369, 1122, 1394]
part-number: பாகம் – 193 — [789, 457, 860, 472]
paragraph-text: அ.ஸ்ரீலேஷ், 474/18, லிங்கபைரவி தெரு, பொன்னுசாமி நகர், திருவண்ணாமலை. — [1146, 1838, 1479, 1869]
branch-section-header: தேவனந்தல் கிளை — [176, 853, 305, 871]
part-colon: : — [516, 167, 521, 182]
part-text: சி.ஆகாஷ், 388, நடுத்தெரு, அம்மன் நகர், கொளக்குடி, திருவண்ணாமலை. — [1241, 2221, 1479, 2253]
paragraph-label: அமைப்பாளர் : — [74, 702, 176, 717]
deputy-organizers-paragraph — [1146, 511, 1479, 613]
branch-section-header: கலர்கொட்டா கிளை — [172, 1012, 310, 1030]
page-number: 8 — [1459, 2316, 1474, 2339]
part-row — [789, 1773, 1122, 1806]
paragraph-text: ரே.பச்சையப்பன், 318, காமராஜ் நகர், அய்யம்பாளையம் புதூர், திருவண்ணாமலை. — [431, 273, 764, 305]
part-row — [789, 1252, 1122, 1303]
paragraph-label: துணை அமைப்பாளர்கள் : — [74, 1930, 243, 1945]
paragraph-label: அமைப்பாளர் : — [74, 2067, 171, 2082]
paragraph-text: ஏ.சுரேஷ், 242, பிள்ளையார் கோயில் தெரு, காவேரியாம்பூண்டி, திருவண்ணாமலை. — [789, 236, 1122, 268]
paragraph-text: (1) ந.உமேஷ், 402, மங்கள மேடு தோப்பு, ஏந்தல், கீழ்நாத்தூர், திருவண்ணாமலை. (2) ரா.யுவராஜ், 395, மங்களமேடு தோப்பு, பள்ளிகொண்டாப்பட்டு, ஏந்தல், திருவண்ணாமலை. (3) கு.விஷ்வா, 277, கங்கை அம்மன் நகர், ஏந்தல், திருவண்ணாமலை. — [1146, 688, 1479, 788]
paragraph-text: த.கிஷோர், 67, நடுத்தெரு, அம்மன் நகர், கொளக்குடி, திருவண்ணாமலை. — [1146, 2017, 1479, 2048]
part-colon: : — [873, 767, 878, 782]
paragraph-label: அமைப்பாளர் : — [1146, 472, 1244, 488]
branch-section-header: பள்ளிகொண்டாப்பட்டு 2–வது வார்டு கிளை — [803, 1403, 1108, 1421]
part-row — [432, 167, 765, 201]
part-number: பாகம் – 2 — [74, 1225, 130, 1240]
paragraph-label: அமைப்பாளர் : — [431, 1378, 530, 1393]
branch-section-header: பண்டிதப்பட்டு கிளை — [524, 1353, 672, 1370]
part-organizers-subhead: பாக அமைப்பாளர்கள் : — [1243, 2164, 1381, 2179]
part-organizers-subhead: பாக அமைப்பாளர்கள் : — [886, 383, 1024, 398]
part-colon: : — [159, 2217, 163, 2232]
branch-section-header: கணந்தம்பூண்டி ஆதி திராவிடர் குடியிருப்பு கிளை — [450, 1981, 746, 2019]
organizer-paragraph — [1146, 162, 1479, 196]
part-number: பாகம் – 31 — [789, 1252, 852, 1268]
part-text: ஏ.சச்சின், 231, கங்கையம்மன் கோயில் தெரு, ஆடையூர், திருவண்ணாமலை. — [170, 2270, 407, 2303]
paragraph-text: (1) ச.ராம்கி, 226, கலர்கொட்டா, பெரிய வேடியப்பனூர், திருவண்ணாமலை. (2) ச.ராகுல், 233, பிரதான சாலை, வேடியப்பனூர், திருவண்ணாமலை. (3) ப.மனேஷ்குமார், 388/2, மாரியம்மன் கோயில் தெரு, வேடியப்பனூர், திருவண்ணாமலை. — [74, 742, 407, 841]
paragraph-label: துணை அமைப்பாளர்கள் : — [431, 1258, 613, 1273]
organizer-paragraph — [1146, 472, 1479, 506]
